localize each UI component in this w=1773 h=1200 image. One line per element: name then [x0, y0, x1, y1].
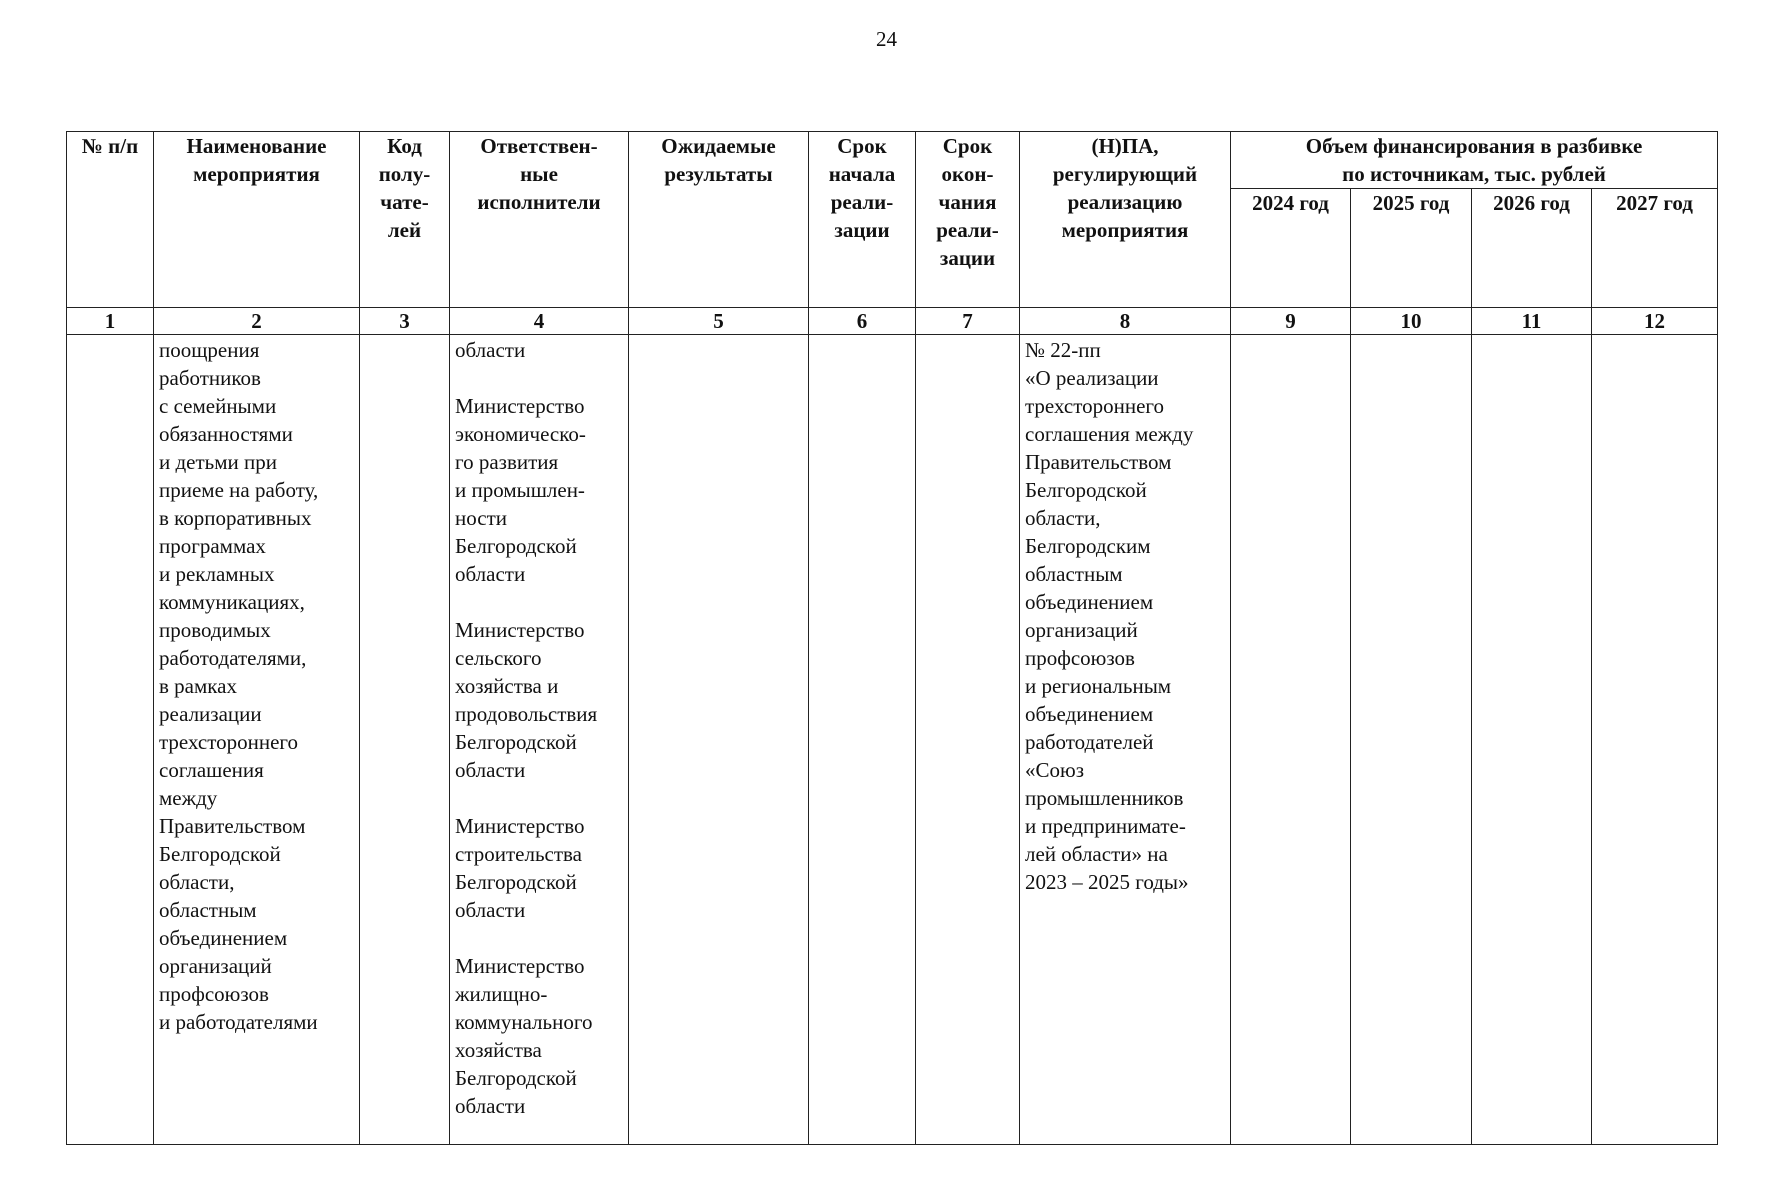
blank-line — [455, 588, 625, 616]
column-number: 11 — [1472, 308, 1592, 335]
text-line: хозяйства и — [455, 674, 559, 698]
text-line: Код — [387, 134, 422, 158]
cell-end-date — [916, 335, 1020, 1145]
text-line: лей области» на — [1025, 842, 1168, 866]
header-start-date — [809, 132, 916, 308]
text-line: чате- — [380, 190, 429, 214]
text-line: Белгородской — [455, 534, 577, 558]
cell-fin-2024 — [1231, 335, 1351, 1145]
text-line: между — [159, 786, 218, 810]
header-measure-name — [154, 132, 360, 308]
text-line: и детьми при — [159, 450, 278, 474]
text-line: Срок — [837, 134, 887, 158]
header-financing — [1231, 132, 1718, 189]
text-line: Белгородской — [455, 870, 577, 894]
text-line: «Союз — [1025, 758, 1084, 782]
cell-number — [67, 335, 154, 1145]
text-line: работодателей — [1025, 730, 1154, 754]
text-line: Белгородской — [159, 842, 281, 866]
text-line: области — [455, 562, 526, 586]
text-line: области, — [159, 870, 235, 894]
text-line: результаты — [664, 162, 773, 186]
text-line: поощрения — [159, 338, 260, 362]
column-number: 6 — [809, 308, 916, 335]
cell-start-date — [809, 335, 916, 1145]
text-line: по источникам, тыс. рублей — [1342, 162, 1606, 186]
text-line: сельского — [455, 646, 542, 670]
blank-line — [455, 924, 625, 952]
text-line: строительства — [455, 842, 583, 866]
cell-fin-2026 — [1472, 335, 1592, 1145]
text-line: в рамках — [159, 674, 237, 698]
text-line: Срок — [942, 134, 993, 158]
text-line: работодателями, — [159, 646, 307, 670]
text-line: жилищно- — [455, 982, 548, 1006]
cell-recipient-code — [360, 335, 450, 1145]
text-line: в корпоративных — [159, 506, 312, 530]
text-line: реализации — [159, 702, 262, 726]
header-number — [67, 132, 154, 308]
cell-regulation — [1020, 335, 1231, 1145]
text-line: ности — [455, 506, 507, 530]
text-line: мероприятия — [193, 162, 320, 186]
header-regulation — [1020, 132, 1231, 308]
text-line: трехстороннего — [159, 730, 298, 754]
text-line: области — [455, 758, 526, 782]
cell-measure-name — [154, 335, 360, 1145]
text-line: окон- — [941, 162, 994, 186]
text-line: коммунального — [455, 1010, 593, 1034]
header-recipient-code — [360, 132, 450, 308]
text-line: полу- — [378, 162, 431, 186]
page-number: 24 — [876, 27, 897, 51]
cell-fin-2027 — [1592, 335, 1718, 1145]
table-row — [67, 335, 1718, 1145]
text-line: области — [455, 898, 526, 922]
text-line: области — [455, 1094, 526, 1118]
text-line: промышленников — [1025, 786, 1184, 810]
text-line: Министерство — [455, 954, 585, 978]
text-line: реализацию — [1067, 190, 1183, 214]
text-line: работников — [159, 366, 261, 390]
column-numbers-row — [67, 308, 1718, 335]
column-number: 7 — [916, 308, 1020, 335]
text-line: экономическо- — [455, 422, 586, 446]
text-line: трехстороннего — [1025, 394, 1164, 418]
text-line: ные — [520, 162, 558, 186]
text-line: организаций — [159, 954, 272, 978]
text-line: № 22-пп — [1025, 338, 1101, 362]
text-line: Белгородской — [1025, 478, 1147, 502]
column-number: 3 — [360, 308, 450, 335]
text-line: № п/п — [81, 134, 139, 158]
text-line: Объем финансирования в разбивке — [1305, 134, 1643, 158]
text-line: и промышлен- — [455, 478, 585, 502]
text-line: и рекламных — [159, 562, 275, 586]
text-line: объединением — [1025, 590, 1154, 614]
text-line: объединением — [1025, 702, 1154, 726]
text-line: обязанностями — [159, 422, 293, 446]
text-line: области — [455, 338, 526, 362]
text-line: зации — [834, 218, 890, 242]
text-line: Белгородской — [455, 730, 577, 754]
column-number: 12 — [1592, 308, 1718, 335]
blank-line — [455, 364, 625, 392]
text-line: регулирующий — [1052, 162, 1198, 186]
text-line: го развития — [455, 450, 559, 474]
text-line: с семейными — [159, 394, 277, 418]
text-line: реали- — [936, 218, 999, 242]
text-line: Министерство — [455, 618, 585, 642]
text-line: соглашения между — [1025, 422, 1194, 446]
text-line: (Н)ПА, — [1091, 134, 1159, 158]
text-line: объединением — [159, 926, 288, 950]
text-line: чания — [938, 190, 997, 214]
text-line: начала — [828, 162, 896, 186]
column-number: 5 — [629, 308, 809, 335]
text-line: мероприятия — [1061, 218, 1189, 242]
text-line: и региональным — [1025, 674, 1172, 698]
header-year-2024: 2024 год — [1231, 189, 1351, 308]
text-line: организаций — [1025, 618, 1138, 642]
text-line: хозяйства — [455, 1038, 542, 1062]
cell-expected-results — [629, 335, 809, 1145]
text-line: Белгородским — [1025, 534, 1151, 558]
column-number: 4 — [450, 308, 629, 335]
column-number: 2 — [154, 308, 360, 335]
cell-responsible-executors — [450, 335, 629, 1145]
blank-line — [455, 784, 625, 812]
text-line: профсоюзов — [159, 982, 269, 1006]
text-line: Белгородской — [455, 1066, 577, 1090]
text-line: и предпринимате- — [1025, 814, 1186, 838]
text-line: проводимых — [159, 618, 271, 642]
text-line: Правительством — [159, 814, 306, 838]
header-year-2027: 2027 год — [1592, 189, 1718, 308]
text-line: областным — [159, 898, 257, 922]
column-number: 1 — [67, 308, 154, 335]
measures-table — [66, 131, 1718, 1145]
text-line: лей — [387, 218, 422, 242]
text-line: Ответствен- — [480, 134, 598, 158]
text-line: реали- — [830, 190, 894, 214]
text-line: Министерство — [455, 814, 585, 838]
text-line: Правительством — [1025, 450, 1172, 474]
text-line: приеме на работу, — [159, 478, 319, 502]
cell-fin-2025 — [1351, 335, 1472, 1145]
text-line: Наименование — [186, 134, 327, 158]
text-line: коммуникациях, — [159, 590, 305, 614]
header-responsible-executors — [450, 132, 629, 308]
header-year-2025: 2025 год — [1351, 189, 1472, 308]
text-line: соглашения — [159, 758, 264, 782]
text-line: программах — [159, 534, 266, 558]
text-line: области, — [1025, 506, 1101, 530]
header-expected-results — [629, 132, 809, 308]
column-number: 10 — [1351, 308, 1472, 335]
text-line: профсоюзов — [1025, 646, 1135, 670]
text-line: исполнители — [477, 190, 601, 214]
text-line: продовольствия — [455, 702, 598, 726]
text-line: областным — [1025, 562, 1123, 586]
column-number: 9 — [1231, 308, 1351, 335]
text-line: «О реализации — [1025, 366, 1159, 390]
header-end-date — [916, 132, 1020, 308]
text-line: и работодателями — [159, 1010, 318, 1034]
text-line: Ожидаемые — [661, 134, 776, 158]
column-number: 8 — [1020, 308, 1231, 335]
text-line: Министерство — [455, 394, 585, 418]
text-line: 2023 – 2025 годы» — [1025, 870, 1189, 894]
text-line: зации — [939, 246, 996, 270]
header-year-2026: 2026 год — [1472, 189, 1592, 308]
